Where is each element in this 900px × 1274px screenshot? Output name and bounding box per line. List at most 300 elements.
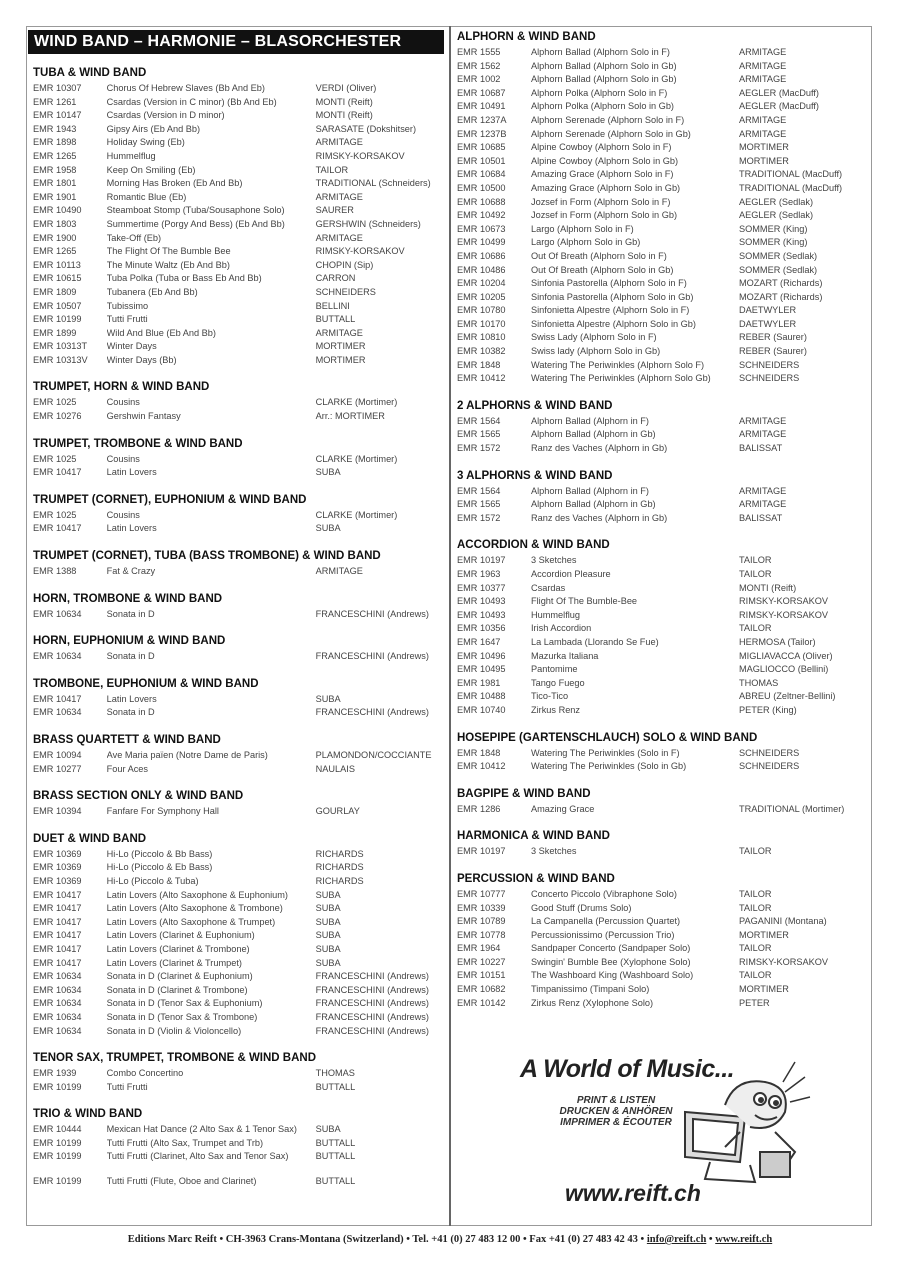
catalog-entry[interactable]: [33, 693, 447, 707]
work-title: Alphorn Ballad (Alphorn in F): [531, 415, 649, 426]
catalog-code: EMR 10499: [457, 237, 506, 248]
catalog-entry[interactable]: [33, 410, 447, 424]
catalog-code: EMR 1943: [33, 123, 77, 134]
catalog-entry[interactable]: [33, 929, 447, 943]
catalog-entry[interactable]: [457, 264, 867, 278]
work-title: Sonata in D (Violin & Violoncello): [106, 1025, 242, 1036]
catalog-entry[interactable]: [33, 354, 447, 368]
work-title: Fanfare For Symphony Hall: [106, 806, 219, 817]
catalog-entry[interactable]: [457, 554, 867, 568]
catalog-entry[interactable]: [33, 1011, 447, 1025]
catalog-entry[interactable]: [457, 747, 867, 761]
catalog-entry[interactable]: [33, 164, 447, 178]
footer-email-link[interactable]: info@reift.ch: [646, 1234, 707, 1245]
catalog-code: EMR 1963: [457, 569, 501, 579]
work-title: Steamboat Stomp (Tuba/Sousaphone Solo): [106, 205, 285, 216]
work-title: Romantic Blue (Eb): [106, 191, 187, 202]
section-title: 2 ALPHORNS & WIND BAND: [457, 399, 613, 412]
composer: REBER (Saurer): [739, 332, 807, 343]
composer: FRANCESCHINI (Andrews): [315, 1011, 429, 1022]
logo-title: A World of Music...: [520, 1055, 735, 1083]
catalog-entry[interactable]: [33, 902, 447, 916]
catalog-entry[interactable]: [457, 291, 867, 305]
catalog-entry[interactable]: [33, 1150, 447, 1175]
catalog-code: EMR 10417: [33, 693, 82, 704]
work-title: Alphorn Ballad (Alphorn in Gb): [531, 499, 656, 510]
composer: FRANCESCHINI (Andrews): [315, 651, 429, 662]
composer: MAGLIOCCO (Bellini): [739, 664, 829, 675]
composer: ARMITAGE: [739, 499, 787, 510]
catalog-entry[interactable]: [457, 803, 867, 817]
catalog-entry[interactable]: [33, 565, 447, 579]
work-title: Tubanera (Eb And Bb): [106, 286, 198, 297]
catalog-code: EMR 10394: [33, 806, 82, 817]
work-title: Ranz des Vaches (Alphorn in Gb): [531, 443, 668, 454]
composer: CLARKE (Mortimer): [315, 453, 398, 464]
catalog-entry[interactable]: [33, 96, 447, 110]
catalog-entry[interactable]: [33, 300, 447, 314]
work-title: Concerto Piccolo (Vibraphone Solo): [531, 888, 677, 899]
catalog-entry[interactable]: [457, 277, 867, 291]
composer: SUBA: [315, 889, 341, 900]
composer: CLARKE (Mortimer): [315, 509, 398, 520]
catalog-entry[interactable]: [457, 182, 867, 196]
catalog-entry[interactable]: [457, 956, 867, 970]
composer: GOURLAY: [315, 806, 360, 817]
catalog-code: EMR 1899: [33, 327, 77, 338]
catalog-section: [457, 731, 867, 774]
catalog-code: EMR 10412: [457, 761, 506, 772]
composer: RICHARDS: [315, 862, 364, 873]
composer: TRADITIONAL (MacDuff): [739, 169, 843, 180]
catalog-entry[interactable]: [33, 889, 447, 903]
catalog-entry[interactable]: [457, 155, 867, 169]
catalog-entry[interactable]: [457, 595, 867, 609]
catalog-code: EMR 10777: [457, 888, 506, 899]
catalog-entry[interactable]: [33, 650, 447, 664]
catalog-entry[interactable]: [33, 396, 447, 410]
composer: ARMITAGE: [315, 566, 363, 577]
work-title: Alphorn Ballad (Alphorn Solo in Gb): [531, 74, 677, 85]
catalog-entry[interactable]: [457, 704, 867, 718]
composer: MORTIMER: [739, 929, 789, 940]
composer: BUTTALL: [315, 1081, 356, 1092]
catalog-entry[interactable]: [33, 1081, 447, 1095]
composer: RIMSKY-KORSAKOV: [739, 609, 829, 620]
work-title: Sonata in D (Tenor Sax & Trombone): [106, 1011, 258, 1022]
catalog-section: [33, 66, 447, 367]
section-title: TRUMPET, HORN & WIND BAND: [33, 381, 210, 394]
catalog-entry[interactable]: [457, 512, 867, 526]
catalog-entry[interactable]: [457, 415, 867, 429]
catalog-code: EMR 1237A: [457, 114, 507, 125]
right-sections: [457, 30, 867, 1010]
catalog-entry[interactable]: [33, 327, 447, 341]
work-title: Hi-Lo (Piccolo & Eb Bass): [106, 862, 213, 873]
composer: TAILOR: [739, 970, 772, 981]
catalog-entry[interactable]: [33, 997, 447, 1011]
catalog-code: EMR 10493: [457, 596, 506, 607]
catalog-entry[interactable]: [33, 259, 447, 273]
catalog-entry[interactable]: [457, 428, 867, 442]
composer: NAULAIS: [315, 763, 355, 774]
catalog-entry[interactable]: [33, 136, 447, 150]
catalog-entry[interactable]: [33, 245, 447, 259]
work-title: Winter Days (Bb): [106, 354, 177, 365]
composer: RIMSKY-KORSAKOV: [315, 246, 405, 257]
catalog-code: EMR 1562: [457, 60, 501, 71]
catalog-entry[interactable]: [457, 568, 867, 582]
work-title: Tico-Tico: [531, 691, 569, 702]
catalog-code: EMR 10634: [33, 1011, 82, 1022]
catalog-entry[interactable]: [457, 209, 867, 223]
catalog-code: EMR 10634: [33, 608, 82, 619]
catalog-entry[interactable]: [457, 983, 867, 997]
catalog-entry[interactable]: [457, 997, 867, 1011]
composer: ARMITAGE: [315, 232, 363, 243]
catalog-code: EMR 10687: [457, 87, 506, 98]
catalog-code: EMR 10147: [33, 110, 82, 121]
catalog-code: EMR 10276: [33, 411, 82, 422]
catalog-code: EMR 10493: [457, 609, 506, 620]
catalog-code: EMR 10673: [457, 223, 506, 234]
catalog-entry[interactable]: [457, 888, 867, 902]
composer: ARMITAGE: [739, 128, 787, 139]
catalog-code: EMR 1981: [457, 677, 501, 688]
work-title: Sinfonia Pastorella (Alphorn Solo in F): [531, 278, 687, 289]
section-title: TRIO & WIND BAND: [33, 1108, 143, 1121]
catalog-entry[interactable]: [33, 232, 447, 246]
catalog-entry[interactable]: [457, 87, 867, 101]
catalog-entry[interactable]: [457, 498, 867, 512]
composer: ARMITAGE: [739, 429, 787, 440]
composer: SUBA: [315, 903, 341, 914]
catalog-entry[interactable]: [33, 177, 447, 191]
catalog-entry[interactable]: [33, 1067, 447, 1081]
catalog-entry[interactable]: [33, 608, 447, 622]
catalog-entry[interactable]: [33, 763, 447, 777]
section-title: PERCUSSION & WIND BAND: [457, 872, 615, 885]
section-title: HOSEPIPE (GARTENSCHLAUCH) SOLO & WIND BAND: [457, 731, 758, 744]
composer: PLAMONDON/COCCIANTE: [315, 750, 432, 760]
catalog-code: EMR 10417: [33, 889, 82, 900]
catalog-entry[interactable]: [33, 191, 447, 205]
composer: SCHNEIDERS: [315, 286, 376, 297]
catalog-code: EMR 10686: [457, 250, 506, 261]
right-column: [457, 30, 867, 1023]
catalog-code: EMR 10113: [33, 259, 81, 270]
catalog-entry[interactable]: [457, 650, 867, 664]
catalog-entry[interactable]: [33, 150, 447, 164]
page-banner: WIND BAND – HARMONIE – BLASORCHESTER: [28, 30, 444, 54]
catalog-entry[interactable]: [457, 60, 867, 74]
work-title: Gershwin Fantasy: [106, 411, 181, 422]
work-title: Summertime (Porgy And Bess) (Eb And Bb): [106, 218, 285, 229]
composer: THOMAS: [739, 677, 779, 688]
section-title: TRUMPET (CORNET), TUBA (BASS TROMBONE) & WIND BAND: [33, 550, 381, 563]
work-title: Mazurka Italiana: [531, 650, 599, 661]
work-title: Swiss lady (Alphorn Solo in Gb): [531, 346, 661, 357]
composer: SUBA: [315, 930, 341, 941]
catalog-code: EMR 10204: [457, 278, 506, 289]
catalog-code: EMR 10490: [33, 205, 82, 216]
catalog-entry[interactable]: [33, 916, 447, 930]
catalog-entry[interactable]: [33, 1123, 447, 1137]
catalog-entry[interactable]: [457, 942, 867, 956]
catalog-code: EMR 1958: [33, 164, 77, 175]
catalog-entry[interactable]: [33, 861, 447, 875]
composer: FRANCESCHINI (Andrews): [315, 984, 429, 995]
catalog-code: EMR 10313V: [33, 354, 88, 365]
composer: REBER (Saurer): [739, 346, 807, 357]
work-title: Mexican Hat Dance (2 Alto Sax & 1 Tenor Sax): [106, 1124, 297, 1135]
work-title: Tutti Frutti (Flute, Oboe and Clarinet): [106, 1176, 257, 1187]
composer: SCHNEIDERS: [739, 373, 800, 384]
catalog-section: [33, 380, 447, 423]
catalog-code: EMR 10417: [33, 943, 82, 954]
left-column: [33, 30, 447, 1202]
composer: SUBA: [315, 693, 341, 704]
section-title: BRASS SECTION ONLY & WIND BAND: [33, 790, 244, 803]
work-title: Swingin' Bumble Bee (Xylophone Solo): [531, 956, 691, 967]
work-title: The Minute Waltz (Eb And Bb): [106, 259, 230, 270]
work-title: Amazing Grace: [531, 803, 595, 814]
composer: TAILOR: [739, 902, 772, 913]
catalog-entry[interactable]: [457, 690, 867, 704]
composer: SAURER: [315, 205, 354, 216]
work-title: Alpine Cowboy (Alphorn Solo in F): [531, 142, 672, 153]
catalog-code: EMR 10417: [33, 523, 82, 534]
composer: MOZART (Richards): [739, 291, 823, 302]
work-title: Timpanissimo (Timpani Solo): [531, 984, 650, 995]
catalog-entry[interactable]: [457, 250, 867, 264]
work-title: Zirkus Renz: [531, 704, 581, 715]
catalog-code: EMR 10780: [457, 305, 506, 316]
footer-separator: •: [706, 1234, 716, 1245]
catalog-entry[interactable]: [33, 1137, 447, 1151]
work-title: Hummelflug: [531, 609, 581, 620]
catalog-entry[interactable]: [33, 875, 447, 889]
catalog-entry[interactable]: [457, 372, 867, 386]
composer: ARMITAGE: [739, 60, 787, 71]
catalog-section: [457, 787, 867, 817]
catalog-entry[interactable]: [457, 236, 867, 250]
catalog-entry[interactable]: [457, 622, 867, 636]
work-title: Fat & Crazy: [106, 566, 156, 577]
composer: ABREU (Zeltner-Bellini): [739, 691, 836, 702]
catalog-entry[interactable]: [457, 969, 867, 983]
catalog-code: EMR 10170: [457, 318, 506, 329]
work-title: Tutti Frutti (Alto Sax, Trumpet and Trb): [106, 1137, 264, 1148]
catalog-entry[interactable]: [457, 46, 867, 60]
catalog-entry[interactable]: [457, 359, 867, 373]
catalog-code: EMR 10412: [457, 373, 506, 384]
catalog-code: EMR 10634: [33, 1025, 82, 1036]
composer: BALISSAT: [739, 512, 783, 523]
catalog-entry[interactable]: [33, 957, 447, 971]
catalog-entry[interactable]: [33, 204, 447, 218]
composer: MIGLIAVACCA (Oliver): [739, 650, 833, 661]
catalog-entry[interactable]: [33, 984, 447, 998]
catalog-code: EMR 1801: [33, 178, 77, 189]
composer: TRADITIONAL (Mortimer): [739, 803, 845, 814]
composer: PETER (King): [739, 704, 797, 715]
catalog-entry[interactable]: [33, 340, 447, 354]
column-divider: [449, 26, 451, 1226]
composer: BALISSAT: [739, 443, 783, 454]
work-title: Sonata in D (Clarinet & Euphonium): [106, 971, 253, 982]
work-title: Hummelflug: [106, 150, 156, 161]
work-title: Latin Lovers (Clarinet & Trombone): [106, 943, 250, 954]
catalog-code: EMR 1939: [33, 1068, 77, 1079]
work-title: Alphorn Polka (Alphorn Solo in F): [531, 87, 668, 98]
catalog-entry[interactable]: [457, 929, 867, 943]
catalog-code: EMR 10151: [457, 970, 506, 981]
catalog-entry[interactable]: [457, 331, 867, 345]
work-title: Sonata in D: [106, 651, 155, 662]
catalog-code: EMR 10377: [457, 582, 506, 593]
catalog-entry[interactable]: [457, 663, 867, 677]
work-title: 3 Sketches: [531, 846, 577, 857]
composer: DAETWYLER: [739, 305, 797, 316]
work-title: Out Of Breath (Alphorn Solo in F): [531, 250, 667, 261]
catalog-entry[interactable]: [457, 114, 867, 128]
composer: FRANCESCHINI (Andrews): [315, 971, 429, 982]
catalog-entry[interactable]: [457, 636, 867, 650]
catalog-entry[interactable]: [457, 141, 867, 155]
catalog-entry[interactable]: [457, 318, 867, 332]
catalog-code: EMR 1025: [33, 453, 77, 464]
work-title: Latin Lovers (Clarinet & Trumpet): [106, 957, 242, 968]
catalog-entry[interactable]: [33, 453, 447, 467]
catalog-entry[interactable]: [33, 313, 447, 327]
composer: ARMITAGE: [739, 415, 787, 426]
work-title: Morning Has Broken (Eb And Bb): [106, 178, 243, 189]
composer: BELLINI: [315, 300, 350, 311]
catalog-entry[interactable]: [457, 100, 867, 114]
catalog-code: EMR 10810: [457, 332, 506, 343]
catalog-code: EMR 10634: [33, 984, 82, 995]
work-title: Four Aces: [106, 763, 149, 774]
catalog-entry[interactable]: [457, 304, 867, 318]
footer-website-link[interactable]: www.reift.ch: [715, 1234, 773, 1245]
catalog-code: EMR 10307: [33, 83, 82, 93]
catalog-entry[interactable]: [457, 902, 867, 916]
composer: RICHARDS: [315, 848, 364, 859]
catalog-entry[interactable]: [33, 848, 447, 862]
work-title: Amazing Grace (Alphorn Solo in Gb): [531, 182, 681, 193]
footer-address: Editions Marc Reift • CH-3963 Crans-Montana (Switzerland) • Tel. +41 (0) 27 483 12 00 • Fax +41 (0) 27 483 42 43 •: [127, 1234, 647, 1245]
work-title: Csardas (Version in C minor) (Bb And Eb): [106, 96, 277, 107]
catalog-entry[interactable]: [457, 223, 867, 237]
work-title: Cousins: [106, 453, 140, 464]
catalog-code: EMR 10369: [33, 848, 82, 859]
catalog-entry[interactable]: [457, 760, 867, 774]
composer: HERMOSA (Tailor): [739, 636, 816, 647]
catalog-entry[interactable]: [457, 345, 867, 359]
catalog-entry[interactable]: [33, 522, 447, 536]
composer: FRANCESCHINI (Andrews): [315, 998, 429, 1009]
catalog-entry[interactable]: [457, 442, 867, 456]
composer: TAILOR: [739, 555, 772, 566]
catalog-entry[interactable]: [33, 109, 447, 123]
catalog-entry[interactable]: [33, 466, 447, 480]
catalog-code: EMR 10197: [457, 555, 506, 566]
catalog-code: EMR 10199: [33, 1176, 82, 1187]
catalog-entry[interactable]: [457, 845, 867, 859]
catalog-entry[interactable]: [457, 128, 867, 142]
catalog-entry[interactable]: [457, 485, 867, 499]
work-title: Latin Lovers (Alto Saxophone & Euphonium): [106, 889, 288, 900]
catalog-entry[interactable]: [33, 943, 447, 957]
composer: RIMSKY-KORSAKOV: [315, 150, 405, 161]
catalog-entry[interactable]: [33, 970, 447, 984]
section-title: HARMONICA & WIND BAND: [457, 830, 610, 843]
catalog-section: [457, 30, 867, 386]
work-title: Alphorn Ballad (Alphorn in F): [531, 485, 649, 496]
catalog-entry[interactable]: [33, 272, 447, 286]
composer: SARASATE (Dokshitser): [315, 123, 417, 134]
catalog-entry[interactable]: [457, 915, 867, 929]
work-title: Jozsef in Form (Alphorn Solo in Gb): [531, 210, 678, 221]
work-title: Latin Lovers: [106, 467, 157, 478]
work-title: Tuba Polka (Tuba or Bass Eb And Bb): [106, 273, 262, 284]
work-title: Alphorn Polka (Alphorn Solo in Gb): [531, 101, 674, 112]
composer: AEGLER (Sedlak): [739, 196, 814, 207]
catalog-entry[interactable]: [33, 82, 447, 96]
catalog-code: EMR 1265: [33, 246, 77, 257]
catalog-entry[interactable]: [33, 706, 447, 720]
catalog-entry[interactable]: [457, 168, 867, 182]
work-title: Latin Lovers (Clarinet & Euphonium): [106, 930, 255, 941]
catalog-entry[interactable]: [457, 196, 867, 210]
catalog-entry[interactable]: [457, 677, 867, 691]
catalog-code: EMR 10277: [33, 763, 82, 774]
composer: MORTIMER: [739, 142, 789, 153]
catalog-code: EMR 10688: [457, 196, 506, 207]
reift-logo[interactable]: [515, 1055, 815, 1215]
catalog-entry[interactable]: [33, 123, 447, 137]
composer: TAILOR: [739, 888, 772, 899]
catalog-code: EMR 1848: [457, 359, 501, 370]
composer: BUTTALL: [315, 1151, 356, 1162]
catalog-entry[interactable]: [33, 286, 447, 300]
catalog-entry[interactable]: [33, 1175, 447, 1189]
catalog-code: EMR 10369: [33, 862, 82, 873]
catalog-code: EMR 10634: [33, 651, 82, 662]
logo-tagline-line: IMPRIMER & ÉCOUTER: [560, 1117, 672, 1128]
catalog-entry[interactable]: [33, 509, 447, 523]
catalog-code: EMR 1388: [33, 566, 77, 577]
work-title: Sinfonia Pastorella (Alphorn Solo in Gb): [531, 291, 694, 302]
work-title: Hi-Lo (Piccolo & Bb Bass): [106, 848, 213, 859]
composer: TRADITIONAL (Schneiders): [315, 178, 431, 189]
catalog-section: [33, 634, 447, 664]
work-title: Amazing Grace (Alphorn Solo in F): [531, 169, 674, 180]
catalog-entry[interactable]: [33, 1025, 447, 1039]
catalog-entry[interactable]: [33, 805, 447, 819]
section-title: DUET & WIND BAND: [33, 832, 147, 845]
catalog-code: EMR 10227: [457, 956, 506, 967]
page-footer: [0, 1234, 900, 1245]
catalog-entry[interactable]: [457, 582, 867, 596]
catalog-entry[interactable]: [33, 218, 447, 232]
catalog-entry[interactable]: [457, 73, 867, 87]
catalog-entry[interactable]: [457, 609, 867, 623]
composer: FRANCESCHINI (Andrews): [315, 1025, 429, 1036]
catalog-entry[interactable]: [33, 749, 447, 763]
composer: BUTTALL: [315, 314, 356, 325]
